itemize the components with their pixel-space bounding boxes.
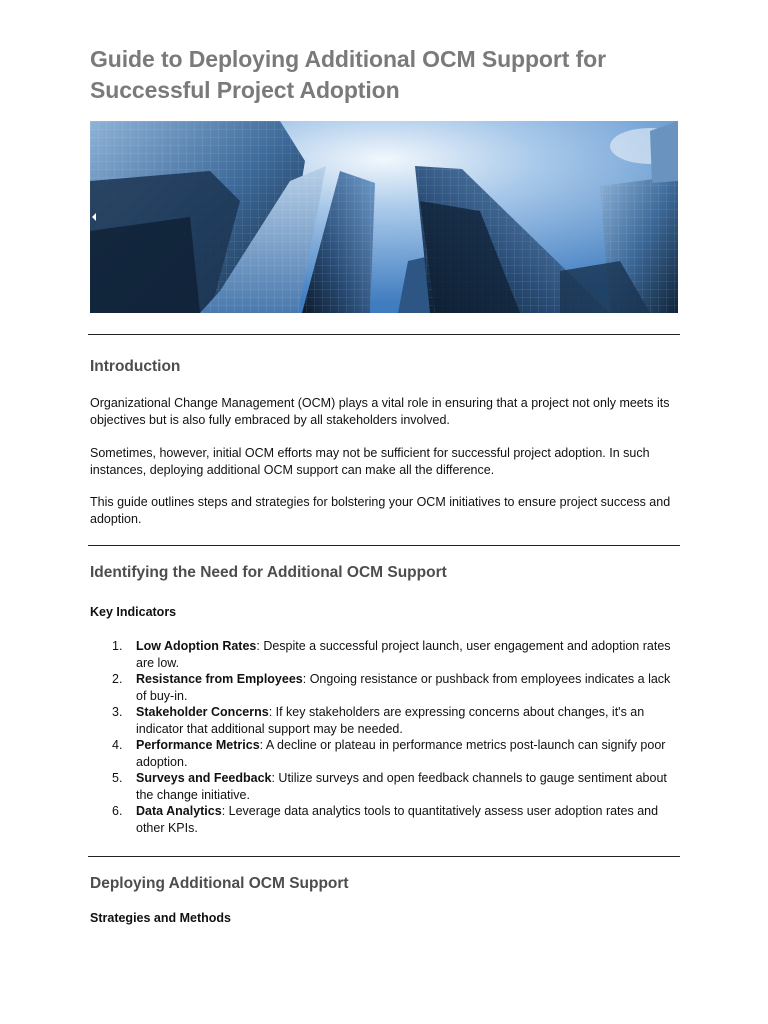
divider <box>88 545 680 546</box>
list-item <box>90 770 680 803</box>
indicator-text: : If key stakeholders are expressing concerns about changes, it's an indicator that additional support may be needed. <box>136 705 645 736</box>
indicator-term: Low Adoption Rates <box>136 639 257 653</box>
identifying-heading: Identifying the Need for Additional OCM Support <box>90 564 447 581</box>
indicator-text: : Leverage data analytics tools to quantitatively assess user adoption rates and other KPIs. <box>136 804 659 835</box>
indicator-term: Data Analytics <box>136 804 222 818</box>
divider <box>88 334 680 335</box>
indicator-term: Resistance from Employees <box>136 672 303 686</box>
list-number: 5. <box>112 771 123 785</box>
list-number: 3. <box>112 705 123 719</box>
list-item <box>90 671 680 704</box>
divider <box>88 856 680 857</box>
indicator-term: Surveys and Feedback <box>136 771 272 785</box>
key-indicators-subheading: Key Indicators <box>90 605 177 619</box>
strategies-subheading: Strategies and Methods <box>90 911 231 925</box>
list-number: 6. <box>112 804 123 818</box>
hero-image <box>90 121 678 313</box>
introduction-paragraph: This guide outlines steps and strategies for bolstering your OCM initiatives to ensure project success and adoption. <box>90 495 671 526</box>
key-indicators-list <box>90 638 680 836</box>
indicator-text: : Despite a successful project launch, user engagement and adoption rates are low. <box>136 639 671 670</box>
introduction-paragraph: Organizational Change Management (OCM) plays a vital role in ensuring that a project not only meets its objectives but is also fully embraced by all stakeholders involved. <box>90 396 670 427</box>
introduction-paragraph: Sometimes, however, initial OCM efforts may not be sufficient for successful project adoption. In such instances, deploying additional OCM support can make all the difference. <box>90 446 650 477</box>
introduction-heading: Introduction <box>90 358 181 375</box>
list-item <box>90 704 680 737</box>
document-title: Guide to Deploying Additional OCM Support for Successful Project Adoption <box>90 46 606 103</box>
deploying-heading: Deploying Additional OCM Support <box>90 875 349 892</box>
list-item <box>90 803 680 836</box>
indicator-text: : Ongoing resistance or pushback from employees indicates a lack of buy-in. <box>136 672 671 703</box>
city-skyscrapers-photo-icon <box>90 121 678 313</box>
list-number: 1. <box>112 639 123 653</box>
indicator-term: Performance Metrics <box>136 738 260 752</box>
indicator-term: Stakeholder Concerns <box>136 705 269 719</box>
list-item <box>90 737 680 770</box>
list-number: 2. <box>112 672 123 686</box>
list-item <box>90 638 680 671</box>
list-number: 4. <box>112 738 123 752</box>
indicator-text: : Utilize surveys and open feedback channels to gauge sentiment about the change initiative. <box>136 771 667 802</box>
indicator-text: : A decline or plateau in performance metrics post-launch can signify poor adoption. <box>136 738 666 769</box>
